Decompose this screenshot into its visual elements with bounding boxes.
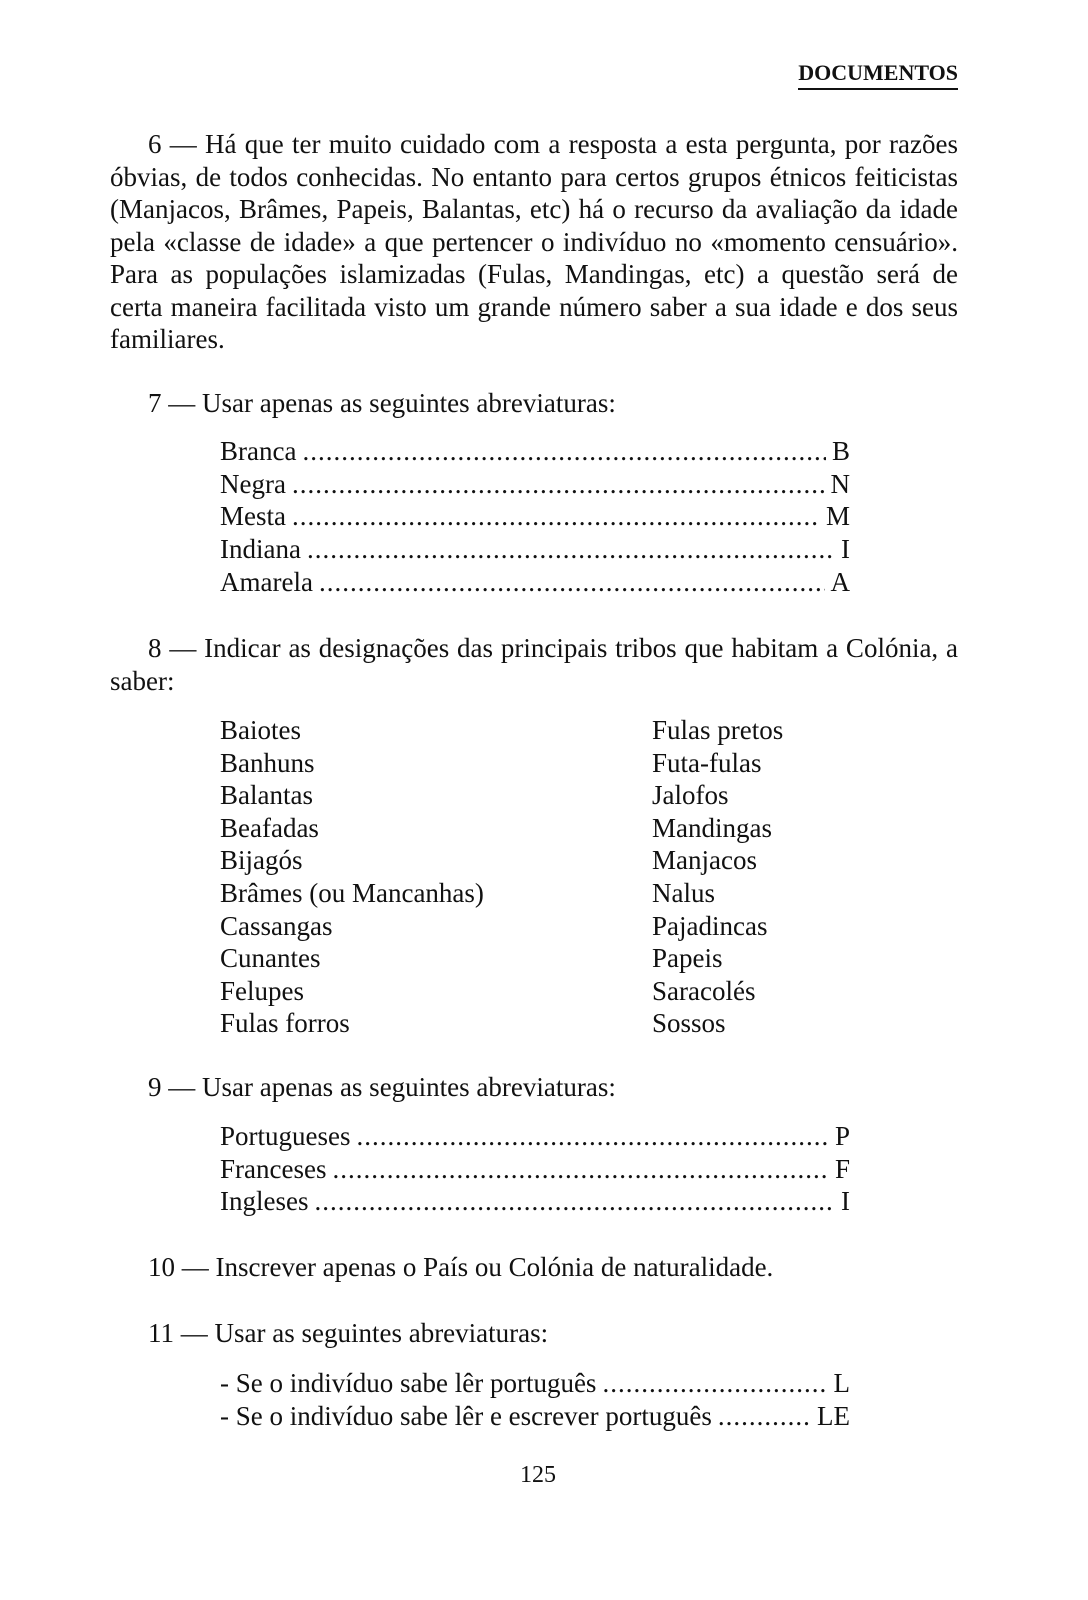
tribe-name: Brâmes (ou Mancanhas) xyxy=(220,877,484,908)
tribe-name: Nalus xyxy=(652,877,715,908)
leader-dots xyxy=(292,501,820,532)
abbreviation-code: I xyxy=(841,1186,850,1217)
tribe-name: Fulas forros xyxy=(220,1008,350,1039)
tribe-name: Banhuns xyxy=(220,747,315,778)
abbreviation-code: N xyxy=(830,468,850,499)
abbreviation-row xyxy=(220,1368,850,1399)
tribes-right-column xyxy=(652,714,783,1040)
abbreviation-row xyxy=(220,501,850,532)
tribe-name: Beafadas xyxy=(220,812,319,843)
tribe-name: Baiotes xyxy=(220,715,301,745)
abbreviation-term: - Se o indivíduo sabe lêr e escrever português xyxy=(220,1400,712,1431)
abbreviation-term: Franceses xyxy=(220,1153,327,1184)
leader-dots xyxy=(718,1401,811,1432)
abbreviation-term: Indiana xyxy=(220,534,301,565)
item-9: 9 — Usar apenas as seguintes abreviaturas: xyxy=(148,1072,616,1102)
abbreviation-code: I xyxy=(841,534,850,565)
tribe-name: Jalofos xyxy=(652,780,729,811)
running-header: DOCUMENTOS xyxy=(798,60,958,90)
abbreviation-row xyxy=(220,1401,850,1432)
leader-dots xyxy=(602,1368,827,1399)
abbreviation-term: Amarela xyxy=(220,566,313,597)
abbreviation-code: M xyxy=(825,501,850,532)
abbreviation-code: L xyxy=(833,1368,850,1398)
abbreviation-term: Mesta xyxy=(220,501,286,532)
paragraph-6: 6 — Há que ter muito cuidado com a resposta a esta pergunta, por razões óbvias, de todos conhecidas. No entanto para certos grupos étnicos feiticistas (Manjacos, Brâmes, Papeis, Balantas, etc) há o recurso da avaliação da idade pela «classe de idade» a que pertencer o indivíduo no «momento censuário». Para as populações islamizadas (Fulas, Mandingas, etc) a questão será de certa maneira facilitada visto um grande número saber a sua idade e dos seus familiares. xyxy=(110,129,958,354)
abbreviation-row xyxy=(220,1154,850,1185)
tribe-name: Sossos xyxy=(652,1008,726,1039)
abbreviation-row xyxy=(220,534,850,565)
abbreviation-term: Portugueses xyxy=(220,1121,351,1151)
item-11: 11 — Usar as seguintes abreviaturas: xyxy=(148,1318,549,1348)
abbreviation-row xyxy=(220,1121,850,1152)
abbreviation-term: Negra xyxy=(220,468,286,499)
tribe-name: Balantas xyxy=(220,780,313,811)
abbreviation-code: F xyxy=(834,1153,850,1184)
abbreviation-row xyxy=(220,567,850,598)
abbreviation-row xyxy=(220,436,850,467)
leader-dots xyxy=(314,1186,835,1217)
leader-dots xyxy=(332,1154,829,1185)
leader-dots xyxy=(292,469,825,500)
tribe-name: Fulas pretos xyxy=(652,715,784,745)
tribe-name: Futa-fulas xyxy=(652,747,762,778)
tribe-name: Manjacos xyxy=(652,845,757,876)
leader-dots xyxy=(319,567,825,598)
tribe-name: Cassangas xyxy=(220,910,333,941)
tribe-name: Felupes xyxy=(220,975,304,1006)
abbreviation-code: LE xyxy=(817,1400,850,1431)
abbreviation-row xyxy=(220,1186,850,1217)
page-number: 125 xyxy=(520,1462,556,1488)
abbreviation-term: - Se o indivíduo sabe lêr português xyxy=(220,1368,597,1398)
tribe-name: Mandingas xyxy=(652,812,772,843)
tribe-name: Papeis xyxy=(652,943,723,974)
abbreviation-term: Ingleses xyxy=(220,1186,309,1217)
tribes-left-column xyxy=(220,714,484,1040)
abbreviation-code: P xyxy=(834,1121,850,1151)
abbreviation-code: A xyxy=(830,566,850,597)
abbreviation-code: B xyxy=(831,436,850,466)
tribe-name: Cunantes xyxy=(220,943,321,974)
tribe-name: Saracolés xyxy=(652,975,756,1006)
tribe-name: Bijagós xyxy=(220,845,303,876)
tribe-name: Pajadincas xyxy=(652,910,768,941)
paragraph-8: 8 — Indicar as designações das principais tribos que habitam a Colónia, a saber: xyxy=(110,633,958,696)
item-7: 7 — Usar apenas as seguintes abreviaturas: xyxy=(148,388,616,418)
leader-dots xyxy=(357,1121,829,1152)
abbreviation-term: Branca xyxy=(220,436,297,466)
abbreviation-row xyxy=(220,469,850,500)
leader-dots xyxy=(302,436,826,467)
leader-dots xyxy=(307,534,835,565)
item-10: 10 — Inscrever apenas o País ou Colónia de naturalidade. xyxy=(148,1252,774,1282)
